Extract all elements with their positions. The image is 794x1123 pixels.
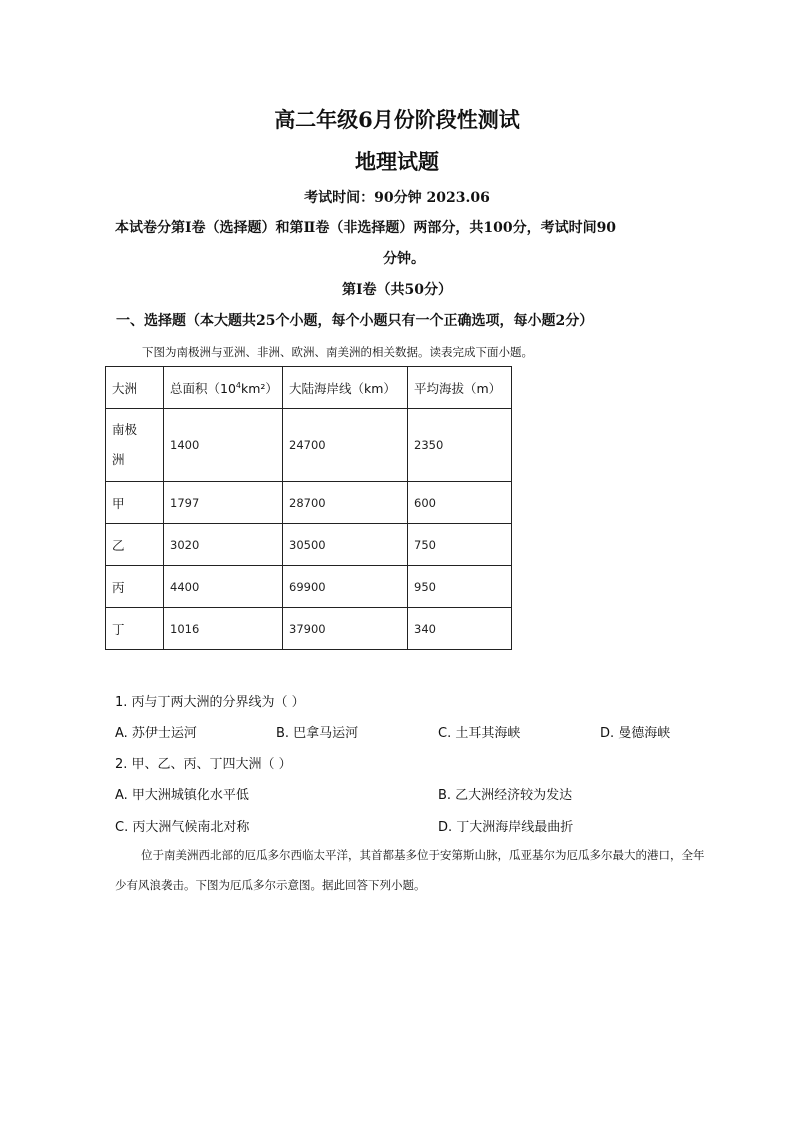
passage-1: 下图为南极洲与亚洲、非洲、欧洲、南美洲的相关数据。读表完成下面小题。	[142, 345, 533, 359]
question-2-option-c[interactable]: C. 丙大洲气候南北对称	[115, 820, 250, 835]
question-1-option-c[interactable]: C. 土耳其海峡	[438, 726, 521, 741]
page-title: 高二年级6月份阶段性测试	[274, 107, 520, 132]
table-header-cell: 平均海拔（m）	[408, 367, 512, 409]
table-cell: 1400	[164, 409, 283, 482]
table-cell: 3020	[164, 524, 283, 566]
passage-2: 位于南美洲西北部的厄瓜多尔西临太平洋，其首都基多位于安第斯山脉，瓜亚基尔为厄瓜多尔最大的港口，全年少有风浪袭击。下图为厄瓜多尔示意图。据此回答下列小题。	[115, 848, 705, 892]
table-cell: 1797	[164, 482, 283, 524]
table-header-cell: 总面积$(10^4km^2)$	[164, 367, 283, 409]
intro-line-1: 本试卷分第Ⅰ卷（选择题）和第Ⅱ卷（非选择题）两部分，共100分，考试时间90	[115, 220, 617, 236]
table-cell: 30500	[283, 524, 408, 566]
table-cell: 28700	[283, 482, 408, 524]
table-cell	[106, 409, 164, 482]
question-1-option-b[interactable]: B. 巴拿马运河	[276, 726, 359, 741]
table-row	[106, 482, 512, 524]
table-cell: 950	[408, 566, 512, 608]
question-1-stem: 1. 丙与丁两大洲的分界线为（ ）	[115, 695, 305, 710]
exam-time: 考试时间：90分钟 2023.06	[304, 190, 490, 206]
table-row	[106, 409, 512, 482]
table-cell: 600	[408, 482, 512, 524]
table-cell: 69900	[283, 566, 408, 608]
table-row	[106, 566, 512, 608]
section-heading: 第Ⅰ卷（共50分）	[341, 282, 453, 298]
table-cell: 乙	[106, 524, 164, 566]
question-2-option-a[interactable]: A. 甲大洲城镇化水平低	[115, 788, 249, 803]
table-header-cell: 大洲	[106, 367, 164, 409]
question-1-option-a[interactable]: A. 苏伊士运河	[115, 726, 197, 741]
table-cell-line: 洲	[112, 452, 125, 467]
page-subtitle: 地理试题	[355, 149, 439, 174]
table-cell: 750	[408, 524, 512, 566]
intro-line-2: 分钟。	[383, 251, 425, 267]
table-header-row	[106, 367, 512, 409]
table-cell-line: 南极	[112, 422, 138, 437]
table-cell: 2350	[408, 409, 512, 482]
table-cell: 37900	[283, 608, 408, 650]
question-2-stem: 2. 甲、乙、丙、丁四大洲（ ）	[115, 757, 292, 772]
part-heading: 一、选择题（本大题共25个小题，每个小题只有一个正确选项，每小题2分）	[116, 313, 594, 329]
question-2-option-b[interactable]: B. 乙大洲经济较为发达	[438, 788, 573, 803]
question-2-option-d[interactable]: D. 丁大洲海岸线最曲折	[438, 820, 574, 835]
table-cell: 丁	[106, 608, 164, 650]
table-cell: 24700	[283, 409, 408, 482]
table-cell: 丙	[106, 566, 164, 608]
table-cell: 340	[408, 608, 512, 650]
table-row	[106, 524, 512, 566]
table-header-cell: 大陆海岸线（km）	[283, 367, 408, 409]
question-1-option-d[interactable]: D. 曼德海峡	[600, 726, 671, 741]
table-row	[106, 608, 512, 650]
table-cell: 1016	[164, 608, 283, 650]
continent-table	[105, 366, 512, 650]
table-cell: 4400	[164, 566, 283, 608]
table-cell: 甲	[106, 482, 164, 524]
